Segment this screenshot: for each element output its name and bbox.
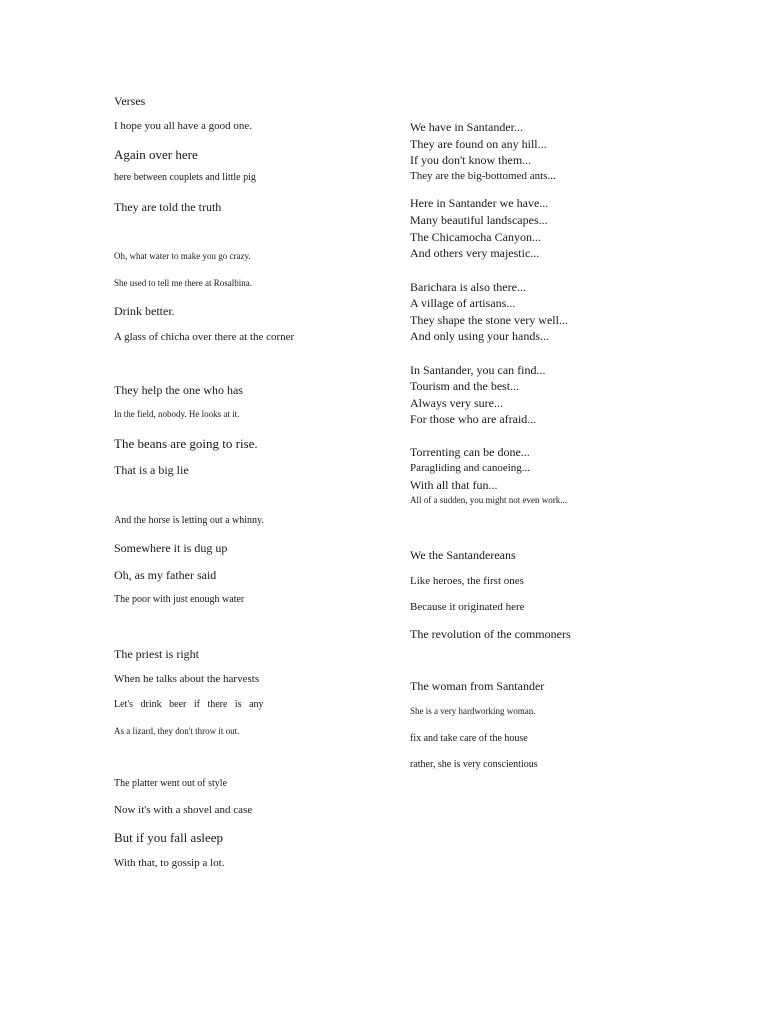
verse-line: The priest is right [114, 647, 199, 661]
stanza-line: Tourism and the best... [410, 379, 520, 393]
verses-title: Verses [114, 94, 146, 108]
stanza-line: With all that fun... [410, 478, 498, 492]
stanza-line: The Chicamocha Canyon... [410, 230, 541, 244]
stanza-line: And others very majestic... [410, 246, 540, 260]
verse-line: Again over here [114, 147, 198, 162]
verse-line: But if you fall asleep [114, 830, 224, 845]
stanza-line: She is a very hardworking woman. [410, 706, 536, 716]
stanza-line: Like heroes, the first ones [410, 575, 524, 587]
stanza-line: Always very sure... [410, 396, 503, 410]
stanza-line: They are found on any hill... [410, 137, 547, 151]
verse-line: here between couplets and little pig [114, 172, 256, 183]
stanza-line: In Santander, you can find... [410, 363, 546, 377]
stanza-line: All of a sudden, you might not even work... [410, 495, 567, 505]
stanza-line: The woman from Santander [410, 679, 545, 693]
stanza-line: Torrenting can be done... [410, 445, 530, 459]
verse-line: With that, to gossip a lot. [114, 857, 225, 869]
verse-line: They are told the truth [114, 200, 222, 214]
stanza-line: We the Santandereans [410, 548, 516, 562]
verse-line: She used to tell me there at Rosalbina. [114, 278, 252, 288]
verse-line: Let's drink beer if there is any [114, 699, 264, 710]
verse-line: And the horse is letting out a whinny. [114, 515, 264, 526]
stanza-line: Many beautiful landscapes... [410, 213, 548, 227]
verse-line: Now it's with a shovel and case [114, 804, 253, 816]
stanza-line: A village of artisans... [410, 296, 516, 310]
verse-line: A glass of chicha over there at the corner [114, 331, 295, 343]
stanza-line: Paragliding and canoeing... [410, 462, 531, 474]
verse-line: I hope you all have a good one. [114, 120, 253, 132]
verse-line: That is a big lie [114, 463, 189, 477]
verse-line: The beans are going to rise. [114, 436, 258, 451]
stanza-line: Barichara is also there... [410, 280, 526, 294]
verse-line: The platter went out of style [114, 778, 228, 789]
verse-line: Somewhere it is dug up [114, 541, 228, 555]
verse-line: In the field, nobody. He looks at it. [114, 409, 240, 419]
verse-line: Oh, what water to make you go crazy. [114, 251, 251, 261]
verse-line: Oh, as my father said [114, 568, 217, 582]
stanza-line: rather, she is very conscientious [410, 759, 538, 770]
stanza-line: They shape the stone very well... [410, 313, 568, 327]
stanza-line: They are the big-bottomed ants... [410, 170, 556, 182]
stanza-line: For those who are afraid... [410, 412, 537, 426]
stanza-line: If you don't know them... [410, 153, 532, 167]
stanza-line: fix and take care of the house [410, 733, 528, 744]
stanza-line: The revolution of the commoners [410, 627, 571, 641]
stanza-line: Here in Santander we have... [410, 196, 549, 210]
stanza-line: And only using your hands... [410, 329, 549, 343]
verse-line: They help the one who has [114, 383, 243, 397]
verse-line: As a lizard, they don't throw it out. [114, 726, 240, 736]
stanza-line: Because it originated here [410, 601, 525, 613]
verse-line: When he talks about the harvests [114, 673, 260, 685]
verse-line: Drink better. [114, 304, 175, 318]
stanza-line: We have in Santander... [410, 120, 523, 134]
verse-line: The poor with just enough water [114, 594, 245, 605]
